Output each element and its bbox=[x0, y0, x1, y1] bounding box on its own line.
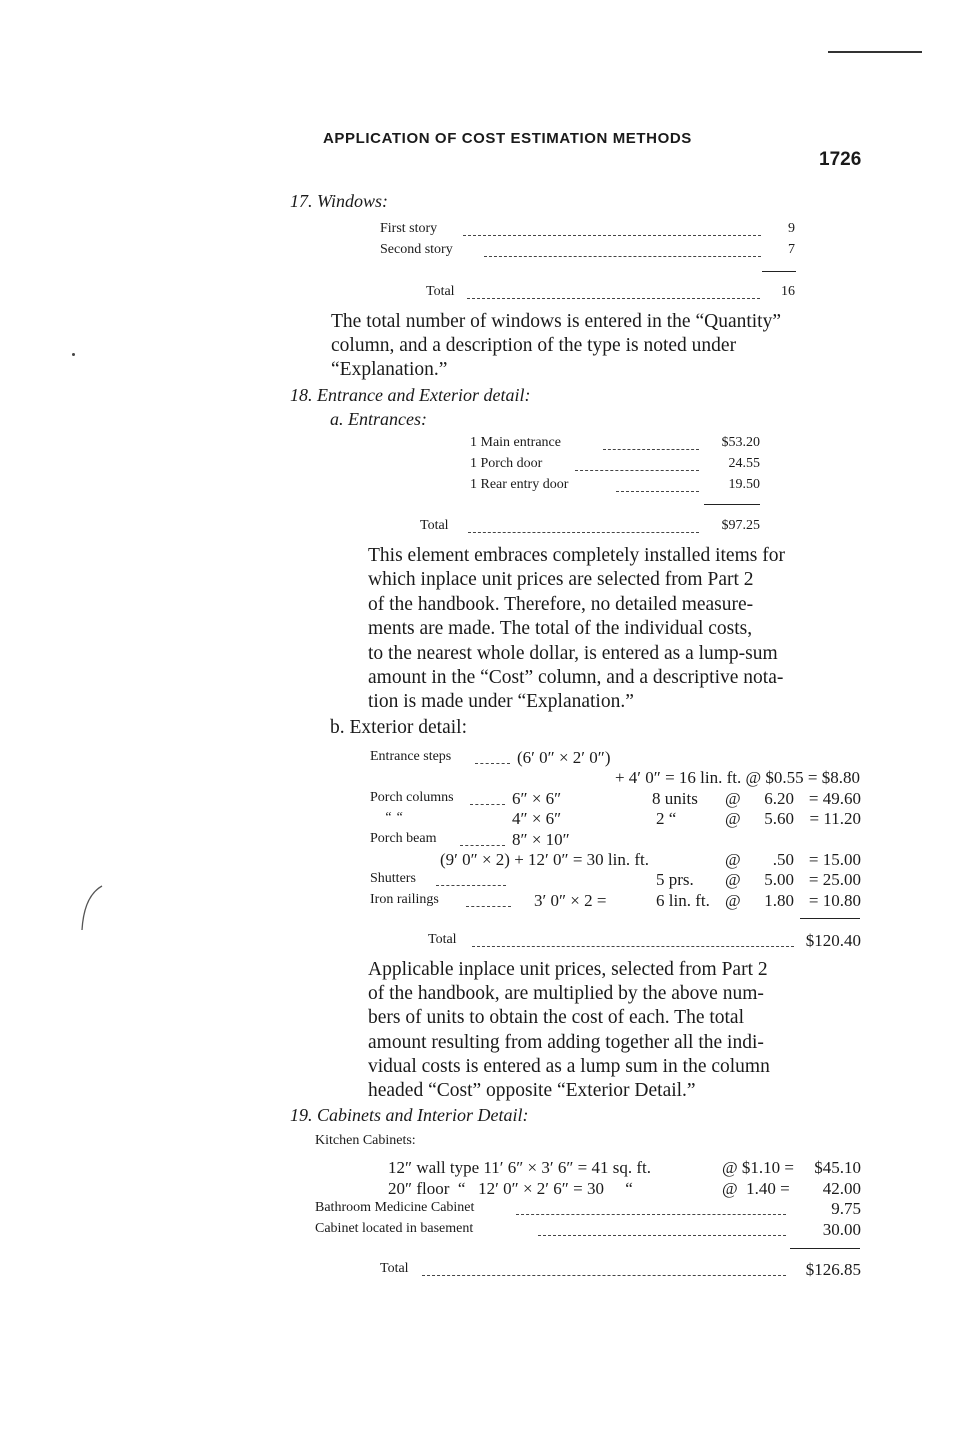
exterior-paragraph-line: bers of units to obtain the cost of each. The total bbox=[368, 1007, 745, 1028]
total-rule bbox=[762, 271, 796, 272]
kitchen-cabinets-label: Kitchen Cabinets: bbox=[315, 1133, 416, 1148]
exterior-detail-subheading: b. Exterior detail: bbox=[330, 717, 467, 738]
leader-dots bbox=[460, 845, 505, 846]
leader-dots bbox=[616, 491, 699, 492]
leader-dots bbox=[575, 470, 699, 471]
entrances-paragraph-line: of the handbook. Therefore, no detailed measure- bbox=[368, 594, 754, 615]
rear-entry-value: 19.50 bbox=[728, 477, 760, 492]
shutters-label: Shutters bbox=[370, 871, 416, 886]
exterior-paragraph-line: Applicable inplace unit prices, selected from Part 2 bbox=[368, 959, 768, 980]
leader-dots bbox=[472, 946, 794, 947]
section-17-heading: 17. Windows: bbox=[290, 191, 389, 211]
porch-columns-qty: 8 units bbox=[652, 789, 698, 808]
exterior-paragraph-line: of the handbook, are multiplied by the above num- bbox=[368, 983, 764, 1004]
top-edge-mark bbox=[828, 51, 922, 53]
entrance-steps-label: Entrance steps bbox=[370, 749, 452, 764]
exterior-paragraph-line: vidual costs is entered as a lump sum in the column bbox=[368, 1056, 770, 1077]
page-number: 1726 bbox=[819, 149, 862, 170]
leader-dots bbox=[436, 885, 506, 886]
exterior-paragraph-line: amount resulting from adding together all the indi- bbox=[368, 1032, 764, 1053]
shutters-cost: = 25.00 bbox=[808, 870, 861, 889]
iron-railings-price: 1.80 bbox=[764, 891, 794, 910]
first-story-label: First story bbox=[380, 221, 438, 236]
entrances-paragraph-line: amount in the “Cost” column, and a descriptive nota- bbox=[368, 667, 784, 688]
at-sign: @ bbox=[725, 870, 741, 889]
main-entrance-value: $53.20 bbox=[721, 435, 760, 450]
second-story-label: Second story bbox=[380, 242, 453, 257]
at-sign: @ bbox=[725, 789, 741, 808]
floor-cabinet-cost: 42.00 bbox=[822, 1179, 861, 1198]
leader-dots bbox=[463, 235, 761, 236]
section-18-heading: 18. Entrance and Exterior detail: bbox=[290, 385, 531, 405]
entrances-paragraph-line: This element embraces completely installed items for bbox=[368, 545, 785, 566]
exterior-paragraph-line: headed “Cost” opposite “Exterior Detail.” bbox=[368, 1080, 696, 1101]
windows-total-label: Total bbox=[426, 284, 455, 299]
leader-dots bbox=[422, 1275, 786, 1276]
scan-speck bbox=[72, 353, 75, 356]
total-rule bbox=[800, 918, 860, 919]
leader-dots bbox=[538, 1235, 786, 1236]
porch-columns-cost: = 49.60 bbox=[808, 789, 861, 808]
shutters-qty: 5 prs. bbox=[656, 870, 694, 889]
entrance-steps-dim: (6′ 0″ × 2′ 0″) bbox=[517, 748, 611, 767]
section-19-heading: 19. Cabinets and Interior Detail: bbox=[290, 1105, 529, 1125]
basement-cabinet-cost: 30.00 bbox=[822, 1220, 861, 1239]
windows-paragraph-line: column, and a description of the type is noted under bbox=[331, 335, 737, 356]
entrances-total-label: Total bbox=[420, 518, 449, 533]
exterior-total-value: $120.40 bbox=[805, 931, 861, 950]
rear-entry-label: 1 Rear entry door bbox=[470, 477, 569, 492]
entrances-paragraph-line: ments are made. The total of the individual costs, bbox=[368, 618, 753, 639]
leader-dots bbox=[470, 804, 505, 805]
cabinets-total-value: $126.85 bbox=[805, 1260, 861, 1279]
porch-columns-2-dim: 4″ × 6″ bbox=[512, 809, 562, 828]
porch-beam-label: Porch beam bbox=[370, 831, 437, 846]
windows-paragraph-line: “Explanation.” bbox=[331, 359, 448, 380]
shutters-price: 5.00 bbox=[764, 870, 794, 889]
porch-beam-dim: 8″ × 10″ bbox=[512, 830, 570, 849]
floor-cabinet-price: @ 1.40 = bbox=[722, 1179, 790, 1198]
ditto-marks: “ “ bbox=[384, 810, 404, 825]
entrances-paragraph-line: to the nearest whole dollar, is entered as a lump-sum bbox=[368, 643, 778, 664]
exterior-total-label: Total bbox=[428, 932, 457, 947]
windows-total-value: 16 bbox=[781, 284, 795, 299]
porch-columns-2-price: 5.60 bbox=[764, 809, 794, 828]
windows-paragraph-line: The total number of windows is entered in the “Quantity” bbox=[331, 311, 782, 332]
leader-dots bbox=[466, 906, 511, 907]
total-rule bbox=[704, 504, 760, 505]
scan-mark bbox=[70, 880, 130, 940]
at-sign: @ bbox=[725, 809, 741, 828]
wall-cabinet-cost: $45.10 bbox=[814, 1158, 861, 1177]
entrances-paragraph-line: which inplace unit prices are selected from Part 2 bbox=[368, 569, 754, 590]
total-rule bbox=[790, 1248, 860, 1249]
porch-beam-calc: (9′ 0″ × 2) + 12′ 0″ = 30 lin. ft. bbox=[440, 850, 650, 869]
iron-railings-label: Iron railings bbox=[370, 892, 439, 907]
floor-cabinet-calc: 20″ floor “ 12′ 0″ × 2′ 6″ = 30 “ bbox=[388, 1179, 633, 1198]
porch-columns-label: Porch columns bbox=[370, 790, 454, 805]
iron-railings-cost: = 10.80 bbox=[808, 891, 861, 910]
leader-dots bbox=[467, 298, 760, 299]
entrances-total-value: $97.25 bbox=[721, 518, 760, 533]
iron-railings-qty: 6 lin. ft. bbox=[656, 891, 710, 910]
porch-door-label: 1 Porch door bbox=[470, 456, 543, 471]
wall-cabinet-calc: 12″ wall type 11′ 6″ × 3′ 6″ = 41 sq. ft. bbox=[388, 1158, 652, 1177]
entrances-subheading: a. Entrances: bbox=[330, 409, 427, 429]
first-story-value: 9 bbox=[788, 221, 795, 236]
wall-cabinet-price: @ $1.10 = bbox=[722, 1158, 794, 1177]
leader-dots bbox=[516, 1214, 786, 1215]
porch-columns-price: 6.20 bbox=[764, 789, 794, 808]
porch-beam-cost: = 15.00 bbox=[808, 850, 861, 869]
porch-door-value: 24.55 bbox=[728, 456, 760, 471]
at-sign: @ bbox=[725, 891, 741, 910]
iron-railings-dim: 3′ 0″ × 2 = bbox=[534, 891, 607, 910]
second-story-value: 7 bbox=[788, 242, 795, 257]
at-sign: @ bbox=[725, 850, 741, 869]
leader-dots bbox=[475, 763, 510, 764]
leader-dots bbox=[484, 256, 761, 257]
bathroom-cabinet-cost: 9.75 bbox=[831, 1199, 861, 1218]
porch-columns-2-qty: 2 “ bbox=[656, 809, 677, 828]
basement-cabinet-label: Cabinet located in basement bbox=[315, 1221, 474, 1236]
porch-columns-dim: 6″ × 6″ bbox=[512, 789, 562, 808]
leader-dots bbox=[468, 532, 699, 533]
entrances-paragraph-line: tion is made under “Explanation.” bbox=[368, 691, 634, 712]
porch-columns-2-cost: = 11.20 bbox=[809, 809, 861, 828]
main-entrance-label: 1 Main entrance bbox=[470, 435, 561, 450]
running-header: APPLICATION OF COST ESTIMATION METHODS bbox=[323, 130, 692, 147]
cabinets-total-label: Total bbox=[380, 1261, 409, 1276]
leader-dots bbox=[603, 449, 699, 450]
porch-beam-price: .50 bbox=[772, 850, 794, 869]
entrance-steps-calc: + 4′ 0″ = 16 lin. ft. @ $0.55 = $8.80 bbox=[614, 768, 860, 787]
bathroom-cabinet-label: Bathroom Medicine Cabinet bbox=[315, 1200, 475, 1215]
